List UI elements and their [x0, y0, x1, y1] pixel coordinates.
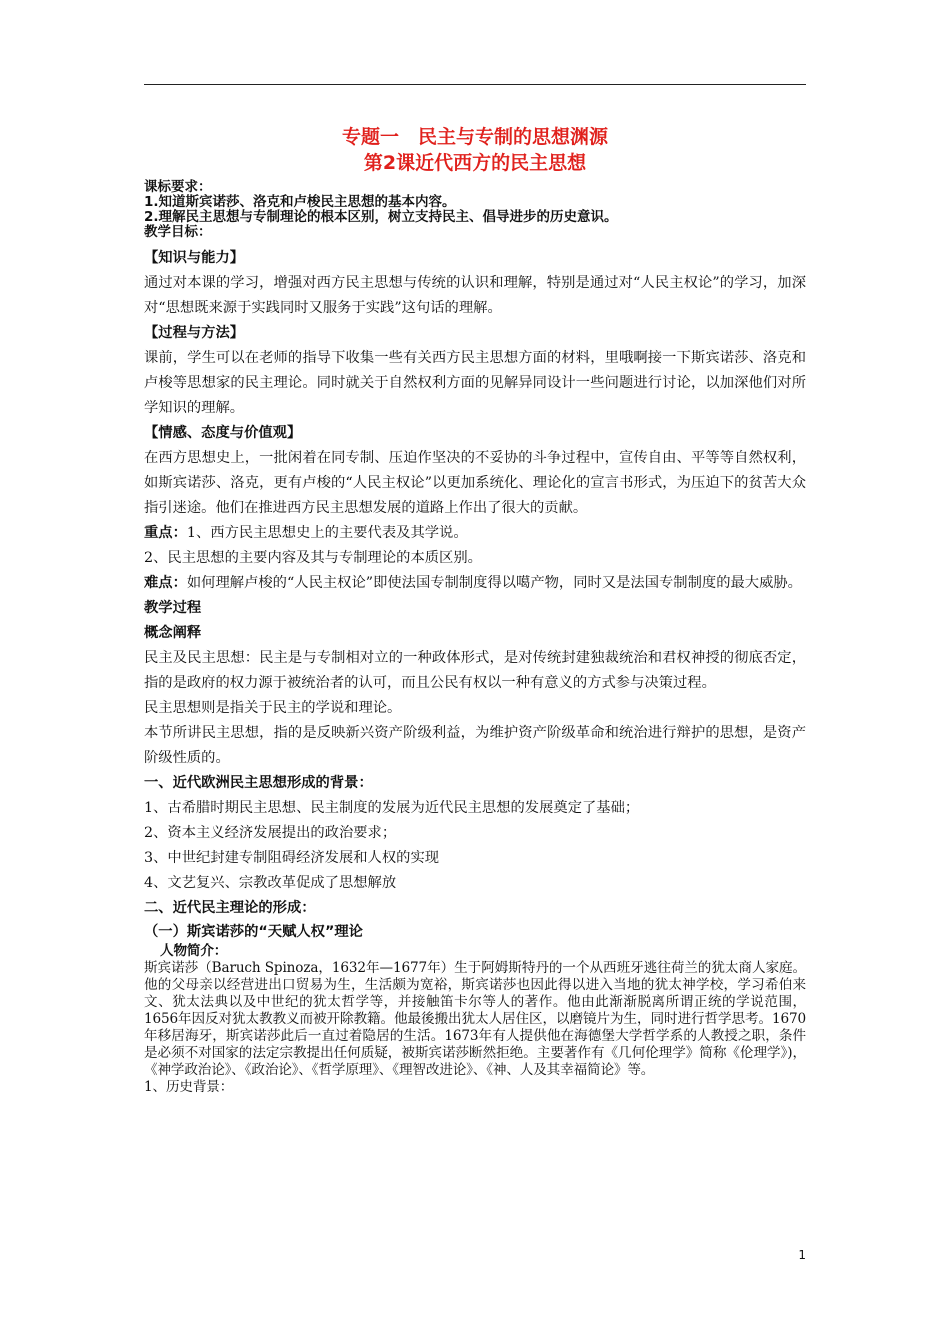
section1-heading: 一、近代欧洲民主思想形成的背景： [144, 775, 373, 791]
concept-paragraph-2: 民主思想则是指关于民主的学说和理论。 [144, 700, 402, 716]
key-points-label: 重点： [144, 525, 187, 541]
process-text: 课前，学生可以在老师的指导下收集一些有关西方民主思想方面的材料，里哦啊接一下斯宾诺莎、洛克和卢梭等思想家的民主理论。同时就关于自然权利方面的见解异同设计一些问题进行讨论，以加深他们对所学知识的理解。 [144, 350, 806, 416]
knowledge-text: 通过对本课的学习，增强对西方民主思想与传统的认识和理解，特别是通过对“人民主权论”的学习，加深对“思想既来源于实践同时又服务于实践”这句话的理解。 [144, 275, 806, 316]
standards-block [144, 180, 806, 240]
goals-heading: 教学目标： [144, 224, 212, 240]
key-points-line-1 [144, 521, 806, 546]
process-heading: 【过程与方法】 [144, 325, 245, 341]
standards-heading: 课标要求： [144, 179, 212, 195]
concept-paragraph-3: 本节所讲民主思想，指的是反映新兴资产阶级利益，为维护资产阶级革命和统治进行辩护的思想，是资产阶级性质的。 [144, 725, 806, 766]
standards-item-2: 2.理解民主思想与专制理论的根本区别，树立支持民主、倡导进步的历史意识。 [144, 209, 618, 225]
difficulty-paragraph [144, 571, 806, 596]
bio-heading: 人物简介： [160, 943, 228, 959]
knowledge-heading: 【知识与能力】 [144, 250, 245, 266]
values-heading: 【情感、态度与价值观】 [144, 425, 302, 441]
section1-item-2: 2、资本主义经济发展提出的政治要求； [144, 825, 397, 841]
difficulty-text: 如何理解卢梭的“人民主权论”即使法国专制制度得以噶产物，同时又是法国专制制度的最大威胁。 [186, 575, 802, 591]
values-text: 在西方思想史上，一批闲着在同专制、压迫作坚决的不妥协的斗争过程中，宣传自由、平等等自然权利，如斯宾诺莎、洛克，更有卢梭的“人民主权论”以更加系统化、理论化的宣言书形式，为压迫下的贫苦大众指引迷途。他们在推进西方民主思想发展的道路上作出了很大的贡献。 [144, 450, 806, 516]
lesson-title: 第2课近代西方的民主思想 [363, 152, 587, 174]
section2-sub1-heading: （一）斯宾诺莎的“天赋人权”理论 [144, 924, 363, 940]
section1-item-4: 4、文艺复兴、宗教改革促成了思想解放 [144, 875, 397, 891]
difficulty-label: 难点： [144, 575, 187, 591]
concept-paragraph-1: 民主及民主思想：民主是与专制相对立的一种政体形式，是对传统封建独裁统治和君权神授的彻底否定，指的是政府的权力源于被统治者的认可，而且公民有权以一种有意义的方式参与决策过程。 [144, 650, 806, 691]
concept-heading: 概念阐释 [144, 625, 202, 641]
header-rule [144, 84, 806, 85]
section2-heading: 二、近代民主理论的形成： [144, 900, 316, 916]
standards-item-1: 1.知道斯宾诺莎、洛克和卢梭民主思想的基本内容。 [144, 194, 456, 210]
section1-item-3: 3、中世纪封建专制阻碍经济发展和人权的实现 [144, 850, 440, 866]
key-points-line-2: 2、民主思想的主要内容及其与专制理论的本质区别。 [144, 550, 482, 566]
history-background-heading: 1、历史背景： [144, 1079, 234, 1095]
main-body [144, 246, 806, 1096]
key-points-text-1: 1、西方民主思想史上的主要代表及其学说。 [186, 525, 468, 541]
section1-item-1: 1、古希腊时期民主思想、民主制度的发展为近代民主思想的发展奠定了基础； [144, 800, 640, 816]
teaching-process-heading: 教学过程 [144, 600, 202, 616]
page-title: 专题一 民主与专制的思想渊源 [341, 126, 608, 148]
bio-paragraph: 斯宾诺莎（Baruch Spinoza，1632年—1677年）生于阿姆斯特丹的一个从西班牙逃往荷兰的犹太商人家庭。他的父母亲以经营进出口贸易为生，生活颇为宽裕，斯宾诺莎也因此得以进入当地的犹太神学校，学习希伯来文、犹太法典以及中世纪的犹太哲学等，并接触笛卡尔等人的著作。他由此渐渐脱离所谓正统的学说范围，1656年因反对犹太教教义而被开除教籍。他最後搬出犹太人居住区，以磨镜片为生，同时进行哲学思考。1670年移居海牙，斯宾诺莎此后一直过着隐居的生活。1673年有人提供他在海德堡大学哲学系的人教授之职，条件是必须不对国家的法定宗教提出任何质疑，被斯宾诺莎断然拒绝。主要著作有《几何伦理学》简称《伦理学》)，《神学政治论》、《政治论》、《哲学原理》、《理智改进论》、《神、人及其幸福简论》等。 [144, 960, 806, 1078]
page-number: 1 [798, 1248, 806, 1262]
